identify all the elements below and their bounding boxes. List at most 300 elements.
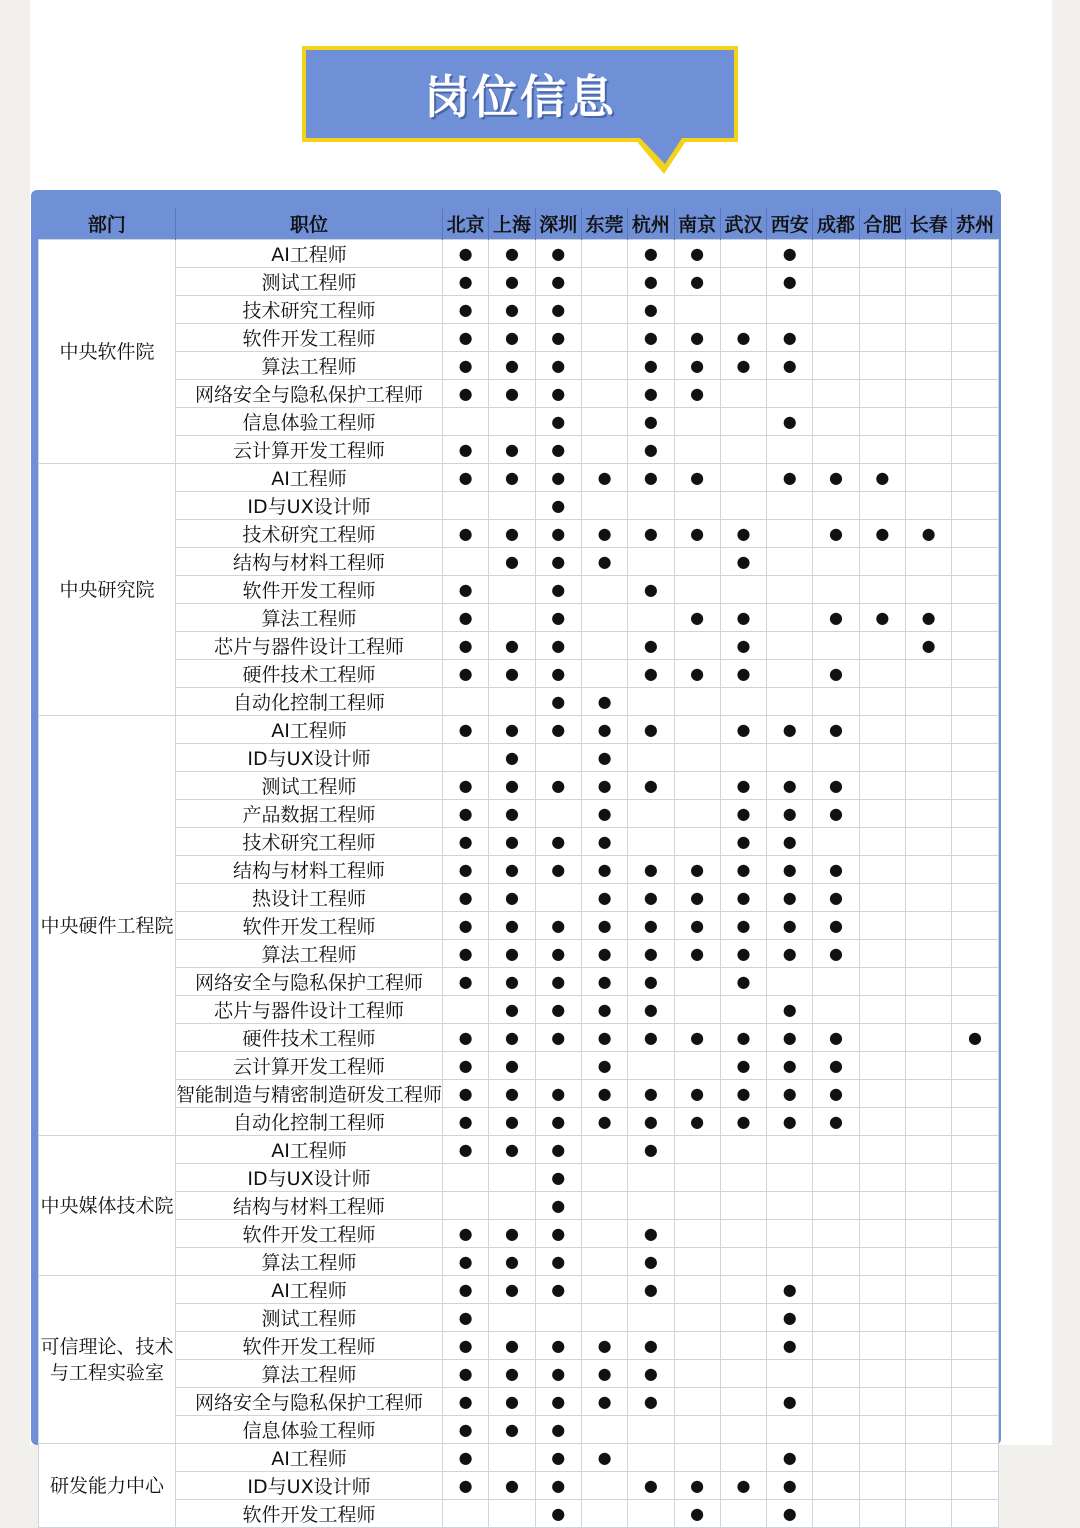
table-row <box>39 380 999 408</box>
empty-cell <box>489 1304 535 1332</box>
empty-cell <box>952 828 998 856</box>
position-cell: 软件开发工程师 <box>176 324 443 352</box>
header-city: 杭州 <box>628 208 674 240</box>
empty-cell <box>859 1444 905 1472</box>
availability-dot: ● <box>489 884 535 912</box>
position-cell: 软件开发工程师 <box>176 1500 443 1528</box>
empty-cell <box>489 492 535 520</box>
availability-dot: ● <box>489 856 535 884</box>
availability-dot: ● <box>443 660 489 688</box>
header-position: 职位 <box>176 208 443 240</box>
availability-dot: ● <box>581 744 627 772</box>
department-cell: 研发能力中心 <box>39 1444 176 1528</box>
empty-cell <box>952 660 998 688</box>
availability-dot: ● <box>674 1472 720 1500</box>
availability-dot: ● <box>443 464 489 492</box>
empty-cell <box>628 548 674 576</box>
empty-cell <box>813 1276 859 1304</box>
empty-cell <box>905 828 951 856</box>
empty-cell <box>952 240 998 268</box>
availability-dot: ● <box>489 1248 535 1276</box>
position-cell: 软件开发工程师 <box>176 576 443 604</box>
empty-cell <box>674 1220 720 1248</box>
empty-cell <box>813 576 859 604</box>
availability-dot: ● <box>489 1472 535 1500</box>
availability-dot: ● <box>489 1220 535 1248</box>
availability-dot: ● <box>628 268 674 296</box>
table-row <box>39 464 999 492</box>
availability-dot: ● <box>443 436 489 464</box>
empty-cell <box>628 1164 674 1192</box>
position-cell: 自动化控制工程师 <box>176 688 443 716</box>
position-cell: ID与UX设计师 <box>176 1472 443 1500</box>
availability-dot: ● <box>767 940 813 968</box>
header-row <box>39 208 999 240</box>
availability-dot: ● <box>628 912 674 940</box>
availability-dot: ● <box>859 520 905 548</box>
empty-cell <box>720 1192 766 1220</box>
position-cell: 自动化控制工程师 <box>176 1108 443 1136</box>
availability-dot: ● <box>443 1360 489 1388</box>
empty-cell <box>813 492 859 520</box>
empty-cell <box>905 1248 951 1276</box>
availability-dot: ● <box>581 940 627 968</box>
empty-cell <box>674 296 720 324</box>
empty-cell <box>859 1192 905 1220</box>
availability-dot: ● <box>443 1136 489 1164</box>
position-cell: 硬件技术工程师 <box>176 1024 443 1052</box>
empty-cell <box>859 1500 905 1528</box>
table-row <box>39 1052 999 1080</box>
empty-cell <box>813 380 859 408</box>
empty-cell <box>859 1080 905 1108</box>
availability-dot: ● <box>767 856 813 884</box>
empty-cell <box>767 436 813 464</box>
empty-cell <box>952 296 998 324</box>
table-row <box>39 1472 999 1500</box>
empty-cell <box>905 1500 951 1528</box>
header-city: 长春 <box>905 208 951 240</box>
empty-cell <box>905 464 951 492</box>
empty-cell <box>859 772 905 800</box>
availability-dot: ● <box>813 1108 859 1136</box>
empty-cell <box>489 408 535 436</box>
availability-dot: ● <box>489 1024 535 1052</box>
positions-table <box>38 208 999 1528</box>
availability-dot: ● <box>628 1080 674 1108</box>
availability-dot: ● <box>489 1360 535 1388</box>
availability-dot: ● <box>535 352 581 380</box>
availability-dot: ● <box>628 772 674 800</box>
empty-cell <box>813 1360 859 1388</box>
availability-dot: ● <box>535 1500 581 1528</box>
empty-cell <box>674 1360 720 1388</box>
availability-dot: ● <box>489 1108 535 1136</box>
availability-dot: ● <box>489 1416 535 1444</box>
empty-cell <box>952 1444 998 1472</box>
position-cell: 热设计工程师 <box>176 884 443 912</box>
empty-cell <box>859 1416 905 1444</box>
availability-dot: ● <box>813 464 859 492</box>
empty-cell <box>674 1416 720 1444</box>
availability-dot: ● <box>443 1108 489 1136</box>
availability-dot: ● <box>859 464 905 492</box>
availability-dot: ● <box>535 1220 581 1248</box>
empty-cell <box>489 604 535 632</box>
empty-cell <box>674 716 720 744</box>
empty-cell <box>859 884 905 912</box>
availability-dot: ● <box>489 800 535 828</box>
empty-cell <box>489 1164 535 1192</box>
empty-cell <box>674 576 720 604</box>
availability-dot: ● <box>489 1080 535 1108</box>
empty-cell <box>720 268 766 296</box>
empty-cell <box>443 1500 489 1528</box>
empty-cell <box>952 408 998 436</box>
empty-cell <box>767 744 813 772</box>
availability-dot: ● <box>443 884 489 912</box>
availability-dot: ● <box>813 884 859 912</box>
empty-cell <box>581 324 627 352</box>
empty-cell <box>859 996 905 1024</box>
empty-cell <box>813 1416 859 1444</box>
availability-dot: ● <box>535 1388 581 1416</box>
empty-cell <box>674 632 720 660</box>
availability-dot: ● <box>535 772 581 800</box>
availability-dot: ● <box>489 828 535 856</box>
empty-cell <box>859 1304 905 1332</box>
availability-dot: ● <box>720 352 766 380</box>
availability-dot: ● <box>628 1220 674 1248</box>
availability-dot: ● <box>767 1444 813 1472</box>
availability-dot: ● <box>813 1052 859 1080</box>
availability-dot: ● <box>674 352 720 380</box>
empty-cell <box>767 968 813 996</box>
availability-dot: ● <box>535 1164 581 1192</box>
availability-dot: ● <box>767 1080 813 1108</box>
header-city: 东莞 <box>581 208 627 240</box>
empty-cell <box>859 324 905 352</box>
empty-cell <box>859 436 905 464</box>
empty-cell <box>952 1388 998 1416</box>
empty-cell <box>581 604 627 632</box>
availability-dot: ● <box>720 660 766 688</box>
empty-cell <box>628 1416 674 1444</box>
empty-cell <box>581 660 627 688</box>
table-row <box>39 1360 999 1388</box>
empty-cell <box>905 772 951 800</box>
availability-dot: ● <box>720 632 766 660</box>
empty-cell <box>767 520 813 548</box>
empty-cell <box>952 1164 998 1192</box>
table-row <box>39 352 999 380</box>
empty-cell <box>813 744 859 772</box>
empty-cell <box>628 492 674 520</box>
availability-dot: ● <box>767 1024 813 1052</box>
availability-dot: ● <box>767 828 813 856</box>
position-cell: 芯片与器件设计工程师 <box>176 632 443 660</box>
empty-cell <box>674 772 720 800</box>
empty-cell <box>905 1416 951 1444</box>
availability-dot: ● <box>535 1276 581 1304</box>
availability-dot: ● <box>443 1444 489 1472</box>
empty-cell <box>905 716 951 744</box>
availability-dot: ● <box>443 856 489 884</box>
availability-dot: ● <box>628 464 674 492</box>
empty-cell <box>952 1220 998 1248</box>
availability-dot: ● <box>628 1360 674 1388</box>
availability-dot: ● <box>535 380 581 408</box>
availability-dot: ● <box>535 688 581 716</box>
empty-cell <box>767 1220 813 1248</box>
empty-cell <box>813 1248 859 1276</box>
availability-dot: ● <box>581 996 627 1024</box>
empty-cell <box>581 240 627 268</box>
header-city: 武汉 <box>720 208 766 240</box>
empty-cell <box>674 1332 720 1360</box>
empty-cell <box>674 688 720 716</box>
availability-dot: ● <box>720 912 766 940</box>
availability-dot: ● <box>952 1024 998 1052</box>
empty-cell <box>813 324 859 352</box>
availability-dot: ● <box>489 744 535 772</box>
availability-dot: ● <box>535 1080 581 1108</box>
availability-dot: ● <box>767 1500 813 1528</box>
availability-dot: ● <box>489 632 535 660</box>
empty-cell <box>859 1164 905 1192</box>
empty-cell <box>581 1220 627 1248</box>
position-cell: AI工程师 <box>176 1444 443 1472</box>
empty-cell <box>767 604 813 632</box>
position-cell: 信息体验工程师 <box>176 408 443 436</box>
empty-cell <box>905 324 951 352</box>
empty-cell <box>952 1500 998 1528</box>
header-city: 上海 <box>489 208 535 240</box>
availability-dot: ● <box>674 856 720 884</box>
availability-dot: ● <box>628 1276 674 1304</box>
availability-dot: ● <box>443 1276 489 1304</box>
empty-cell <box>581 268 627 296</box>
availability-dot: ● <box>720 828 766 856</box>
empty-cell <box>720 576 766 604</box>
availability-dot: ● <box>535 324 581 352</box>
availability-dot: ● <box>767 464 813 492</box>
availability-dot: ● <box>489 996 535 1024</box>
empty-cell <box>767 1136 813 1164</box>
availability-dot: ● <box>489 520 535 548</box>
availability-dot: ● <box>628 408 674 436</box>
availability-dot: ● <box>535 1248 581 1276</box>
empty-cell <box>905 1192 951 1220</box>
department-cell: 中央研究院 <box>39 464 176 716</box>
availability-dot: ● <box>674 1024 720 1052</box>
empty-cell <box>952 1276 998 1304</box>
availability-dot: ● <box>813 800 859 828</box>
empty-cell <box>720 1416 766 1444</box>
empty-cell <box>443 408 489 436</box>
availability-dot: ● <box>535 1444 581 1472</box>
empty-cell <box>720 1444 766 1472</box>
availability-dot: ● <box>905 604 951 632</box>
availability-dot: ● <box>767 884 813 912</box>
availability-dot: ● <box>581 856 627 884</box>
empty-cell <box>952 520 998 548</box>
availability-dot: ● <box>581 464 627 492</box>
empty-cell <box>952 1360 998 1388</box>
empty-cell <box>720 240 766 268</box>
table-row <box>39 520 999 548</box>
header-city: 成都 <box>813 208 859 240</box>
availability-dot: ● <box>813 856 859 884</box>
availability-dot: ● <box>813 1024 859 1052</box>
availability-dot: ● <box>581 520 627 548</box>
table-row <box>39 828 999 856</box>
availability-dot: ● <box>581 688 627 716</box>
department-cell: 可信理论、技术与工程实验室 <box>39 1276 176 1444</box>
availability-dot: ● <box>767 1304 813 1332</box>
availability-dot: ● <box>489 352 535 380</box>
empty-cell <box>581 1248 627 1276</box>
empty-cell <box>674 1388 720 1416</box>
empty-cell <box>859 688 905 716</box>
empty-cell <box>859 632 905 660</box>
empty-cell <box>674 828 720 856</box>
empty-cell <box>581 296 627 324</box>
table-row <box>39 408 999 436</box>
availability-dot: ● <box>628 520 674 548</box>
empty-cell <box>628 744 674 772</box>
empty-cell <box>952 968 998 996</box>
availability-dot: ● <box>628 352 674 380</box>
table-row <box>39 688 999 716</box>
empty-cell <box>674 1444 720 1472</box>
availability-dot: ● <box>674 884 720 912</box>
empty-cell <box>952 324 998 352</box>
empty-cell <box>767 548 813 576</box>
empty-cell <box>674 1192 720 1220</box>
availability-dot: ● <box>767 408 813 436</box>
availability-dot: ● <box>628 380 674 408</box>
position-cell: 结构与材料工程师 <box>176 1192 443 1220</box>
availability-dot: ● <box>581 1332 627 1360</box>
availability-dot: ● <box>581 716 627 744</box>
availability-dot: ● <box>720 940 766 968</box>
availability-dot: ● <box>489 660 535 688</box>
empty-cell <box>859 1388 905 1416</box>
availability-dot: ● <box>581 772 627 800</box>
table-row <box>39 492 999 520</box>
position-cell: 软件开发工程师 <box>176 1332 443 1360</box>
position-cell: 算法工程师 <box>176 352 443 380</box>
empty-cell <box>905 1024 951 1052</box>
header-city: 南京 <box>674 208 720 240</box>
empty-cell <box>489 688 535 716</box>
availability-dot: ● <box>628 1332 674 1360</box>
empty-cell <box>720 436 766 464</box>
availability-dot: ● <box>813 772 859 800</box>
table-row <box>39 1080 999 1108</box>
empty-cell <box>905 268 951 296</box>
availability-dot: ● <box>535 520 581 548</box>
empty-cell <box>674 1136 720 1164</box>
availability-dot: ● <box>443 1052 489 1080</box>
empty-cell <box>859 492 905 520</box>
empty-cell <box>859 380 905 408</box>
empty-cell <box>443 688 489 716</box>
header-dept: 部门 <box>39 208 176 240</box>
availability-dot: ● <box>628 884 674 912</box>
empty-cell <box>489 576 535 604</box>
empty-cell <box>859 576 905 604</box>
availability-dot: ● <box>535 1416 581 1444</box>
availability-dot: ● <box>535 240 581 268</box>
position-cell: 算法工程师 <box>176 1360 443 1388</box>
empty-cell <box>905 352 951 380</box>
empty-cell <box>905 1136 951 1164</box>
empty-cell <box>535 800 581 828</box>
position-cell: 算法工程师 <box>176 940 443 968</box>
empty-cell <box>905 1388 951 1416</box>
availability-dot: ● <box>443 716 489 744</box>
position-cell: 云计算开发工程师 <box>176 1052 443 1080</box>
empty-cell <box>952 1332 998 1360</box>
empty-cell <box>905 408 951 436</box>
empty-cell <box>720 1500 766 1528</box>
empty-cell <box>905 744 951 772</box>
position-cell: 网络安全与隐私保护工程师 <box>176 968 443 996</box>
availability-dot: ● <box>720 884 766 912</box>
empty-cell <box>720 1276 766 1304</box>
empty-cell <box>859 800 905 828</box>
empty-cell <box>859 1248 905 1276</box>
availability-dot: ● <box>720 1080 766 1108</box>
availability-dot: ● <box>628 1136 674 1164</box>
empty-cell <box>905 548 951 576</box>
empty-cell <box>720 380 766 408</box>
empty-cell <box>905 1332 951 1360</box>
empty-cell <box>952 884 998 912</box>
empty-cell <box>489 1192 535 1220</box>
empty-cell <box>581 1192 627 1220</box>
empty-cell <box>813 1472 859 1500</box>
availability-dot: ● <box>767 1108 813 1136</box>
availability-dot: ● <box>674 1108 720 1136</box>
empty-cell <box>581 576 627 604</box>
empty-cell <box>813 828 859 856</box>
table-row <box>39 1332 999 1360</box>
availability-dot: ● <box>813 660 859 688</box>
position-cell: 算法工程师 <box>176 604 443 632</box>
empty-cell <box>905 380 951 408</box>
availability-dot: ● <box>535 1108 581 1136</box>
table-body <box>39 240 999 1528</box>
availability-dot: ● <box>443 968 489 996</box>
empty-cell <box>674 968 720 996</box>
availability-dot: ● <box>767 1052 813 1080</box>
availability-dot: ● <box>674 240 720 268</box>
availability-dot: ● <box>489 1332 535 1360</box>
header-city: 合肥 <box>859 208 905 240</box>
empty-cell <box>720 296 766 324</box>
empty-cell <box>581 352 627 380</box>
availability-dot: ● <box>674 380 720 408</box>
table-row <box>39 324 999 352</box>
availability-dot: ● <box>443 828 489 856</box>
availability-dot: ● <box>581 1052 627 1080</box>
department-cell: 中央硬件工程院 <box>39 716 176 1136</box>
availability-dot: ● <box>443 296 489 324</box>
empty-cell <box>628 688 674 716</box>
